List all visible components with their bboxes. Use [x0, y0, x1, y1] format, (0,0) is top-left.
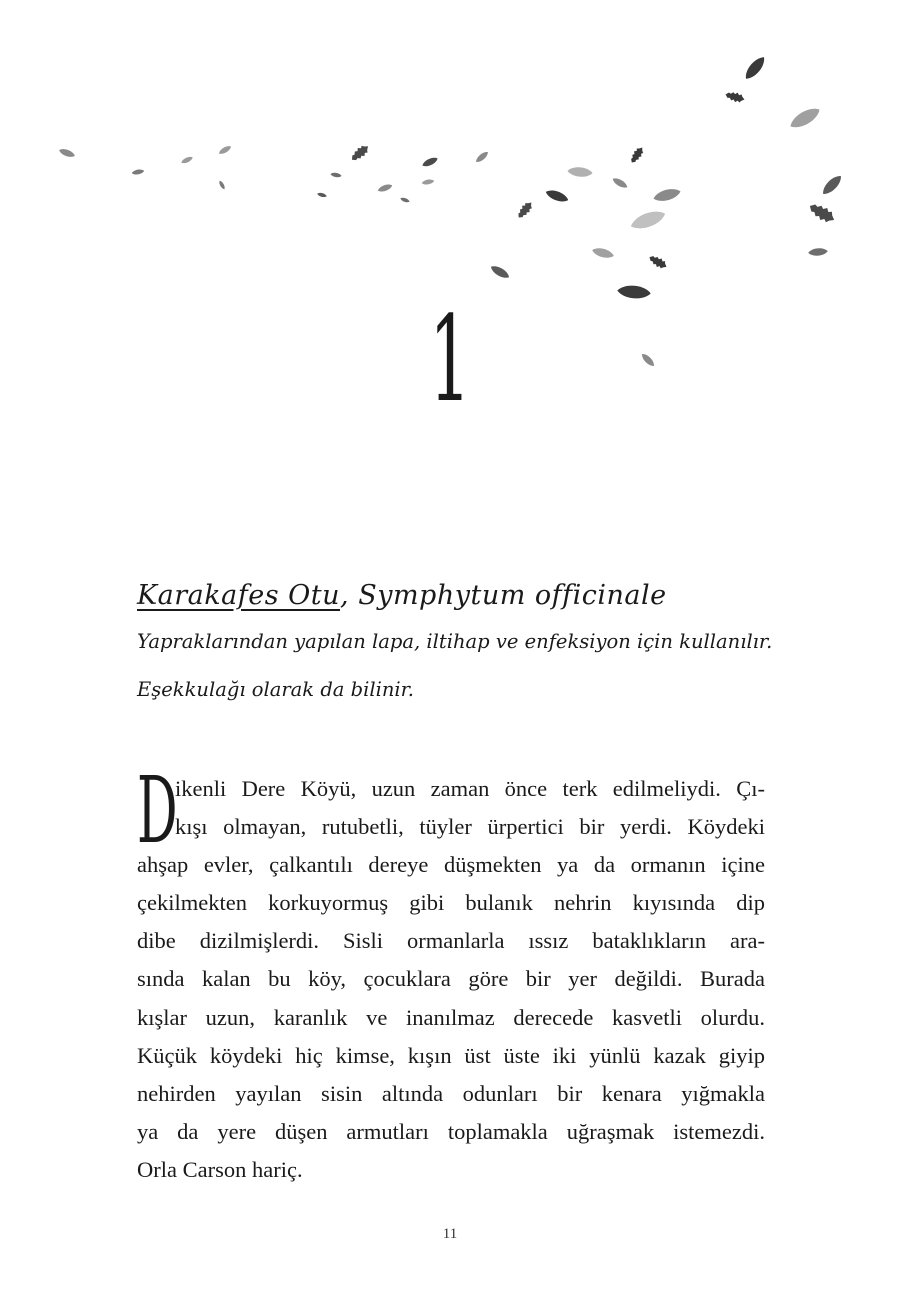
body-paragraph [137, 770, 765, 1189]
paragraph-line: dibe dizilmişlerdi. Sisli ormanlarla ıssız bataklıkların ara- [137, 928, 765, 954]
herb-separator: , [340, 580, 350, 611]
paragraph-line: ahşap evler, çalkantılı dereye düşmekten ya da ormanın içine [137, 852, 765, 878]
paragraph-line: kışlar uzun, karanlık ve inanılmaz derecede kasvetli olurdu. [137, 1004, 765, 1030]
herb-description-line: Eşekkulağı olarak da bilinir. [137, 678, 414, 701]
herb-latin-name: Symphytum officinale [358, 580, 667, 611]
herb-name: Karakafes Otu [137, 580, 341, 611]
drop-cap: D [137, 757, 178, 864]
paragraph-line: Orla Carson hariç. [137, 1156, 303, 1182]
page-number: 11 [442, 1226, 458, 1242]
herb-entry [137, 568, 777, 714]
paragraph-line: ikenli Dere Köyü, uzun zaman önce terk edilmeliydi. Çı- [175, 776, 765, 801]
paragraph-line: nehirden yayılan sisin altında odunları bir kenara yığmakla [137, 1080, 765, 1106]
paragraph-line: ya da yere düşen armutları toplamakla uğraşmak istemezdi. [137, 1118, 765, 1144]
paragraph-line: Küçük köydeki hiç kimse, kışın üst üste iki yünlü kazak giyip [137, 1042, 765, 1068]
herb-description [137, 618, 777, 714]
paragraph-line: kışı olmayan, rutubetli, tüyler ürpertici bir yerdi. Köydeki [175, 814, 765, 840]
paragraph-line: sında kalan bu köy, çocuklara göre bir yer değildi. Burada [137, 966, 765, 992]
paragraph-line: çekilmekten korkuyormuş gibi bulanık nehrin kıyısında dip [137, 890, 765, 916]
herb-title [137, 568, 777, 624]
chapter-number: 1 [429, 290, 471, 428]
herb-description-line: Yapraklarından yapılan lapa, iltihap ve enfeksiyon için kullanılır. [137, 630, 773, 653]
